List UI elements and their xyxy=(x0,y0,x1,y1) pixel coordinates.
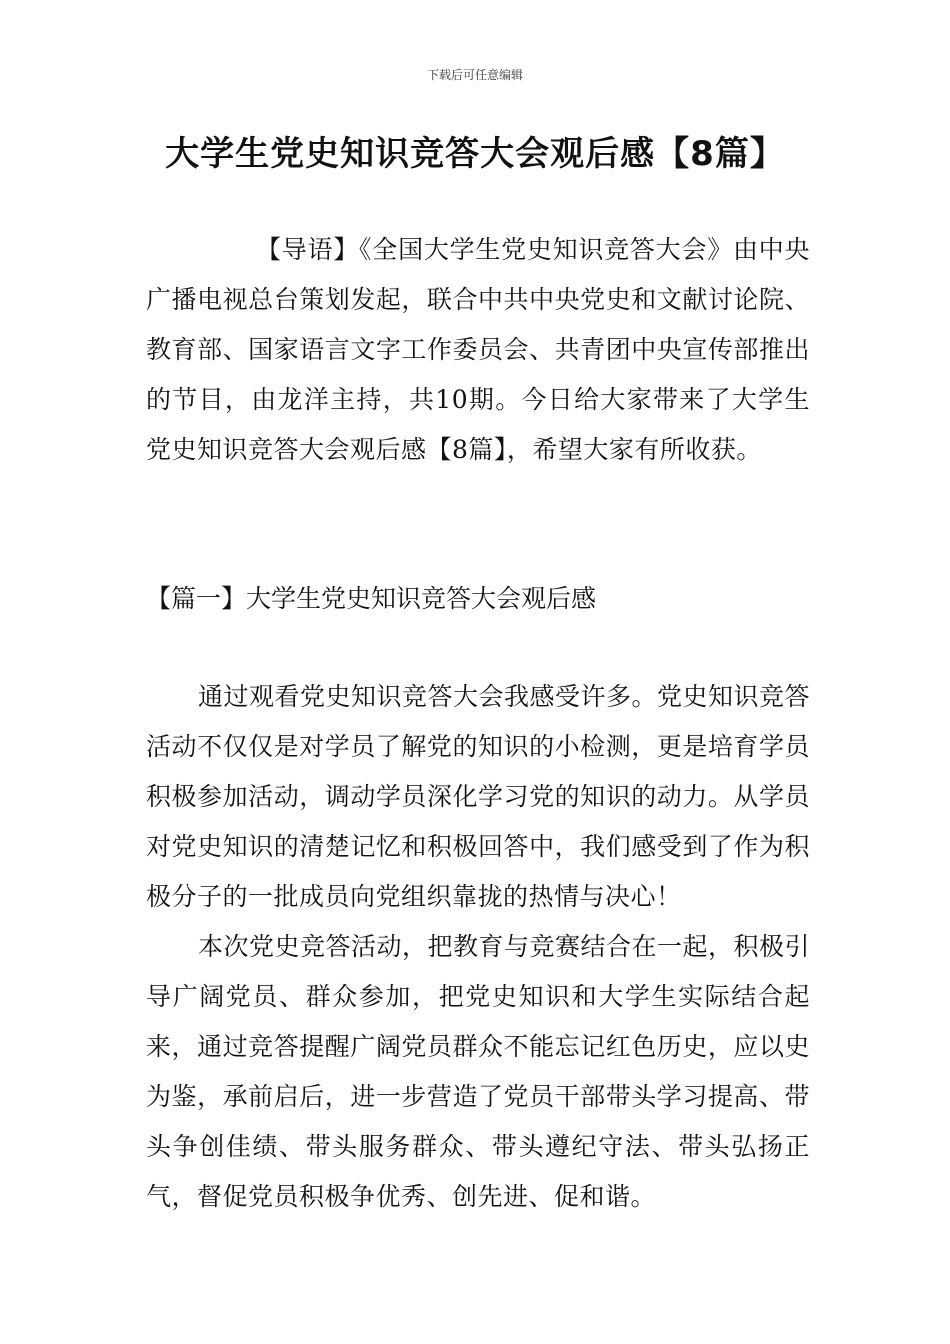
intro-paragraph: 【导语】《全国大学生党史知识竞答大会》由中央广播电视总台策划发起，联合中共中央党史和文献讨论院、教育部、国家语言文字工作委员会、共青团中央宣传部推出的节目，由龙洋主持，共10期。今日给大家带来了大学生党史知识竞答大会观后感【8篇】，希望大家有所收获。 xyxy=(146,235,810,464)
body-paragraph-1: 通过观看党史知识竞答大会我感受许多。党史知识竞答活动不仅仅是对学员了解党的知识的小检测，更是培育学员积极参加活动，调动学员深化学习党的知识的动力。从学员对党史知识的清楚记忆和积极回答中，我们感受到了作为积极分子的一批成员向党组织靠拢的热情与决心！ xyxy=(146,682,811,911)
body-paragraph-2: 本次党史竞答活动，把教育与竞赛结合在一起，积极引导广阔党员、群众参加，把党史知识和大学生实际结合起来，通过竞答提醒广阔党员群众不能忘记红色历史，应以史为鉴，承前启后，进一步营造了党员干部带头学习提高、带头争创佳绩、带头服务群众、带头遵纪守法、带头弘扬正气，督促党员积极争优秀、创先进、促和谐。 xyxy=(146,932,811,1211)
document-title: 大学生党史知识竞答大会观后感【8篇】 xyxy=(165,134,785,174)
section-heading: 【篇一】大学生党史知识竞答大会观后感 xyxy=(146,584,597,613)
header-note: 下载后可任意编辑 xyxy=(426,68,523,82)
